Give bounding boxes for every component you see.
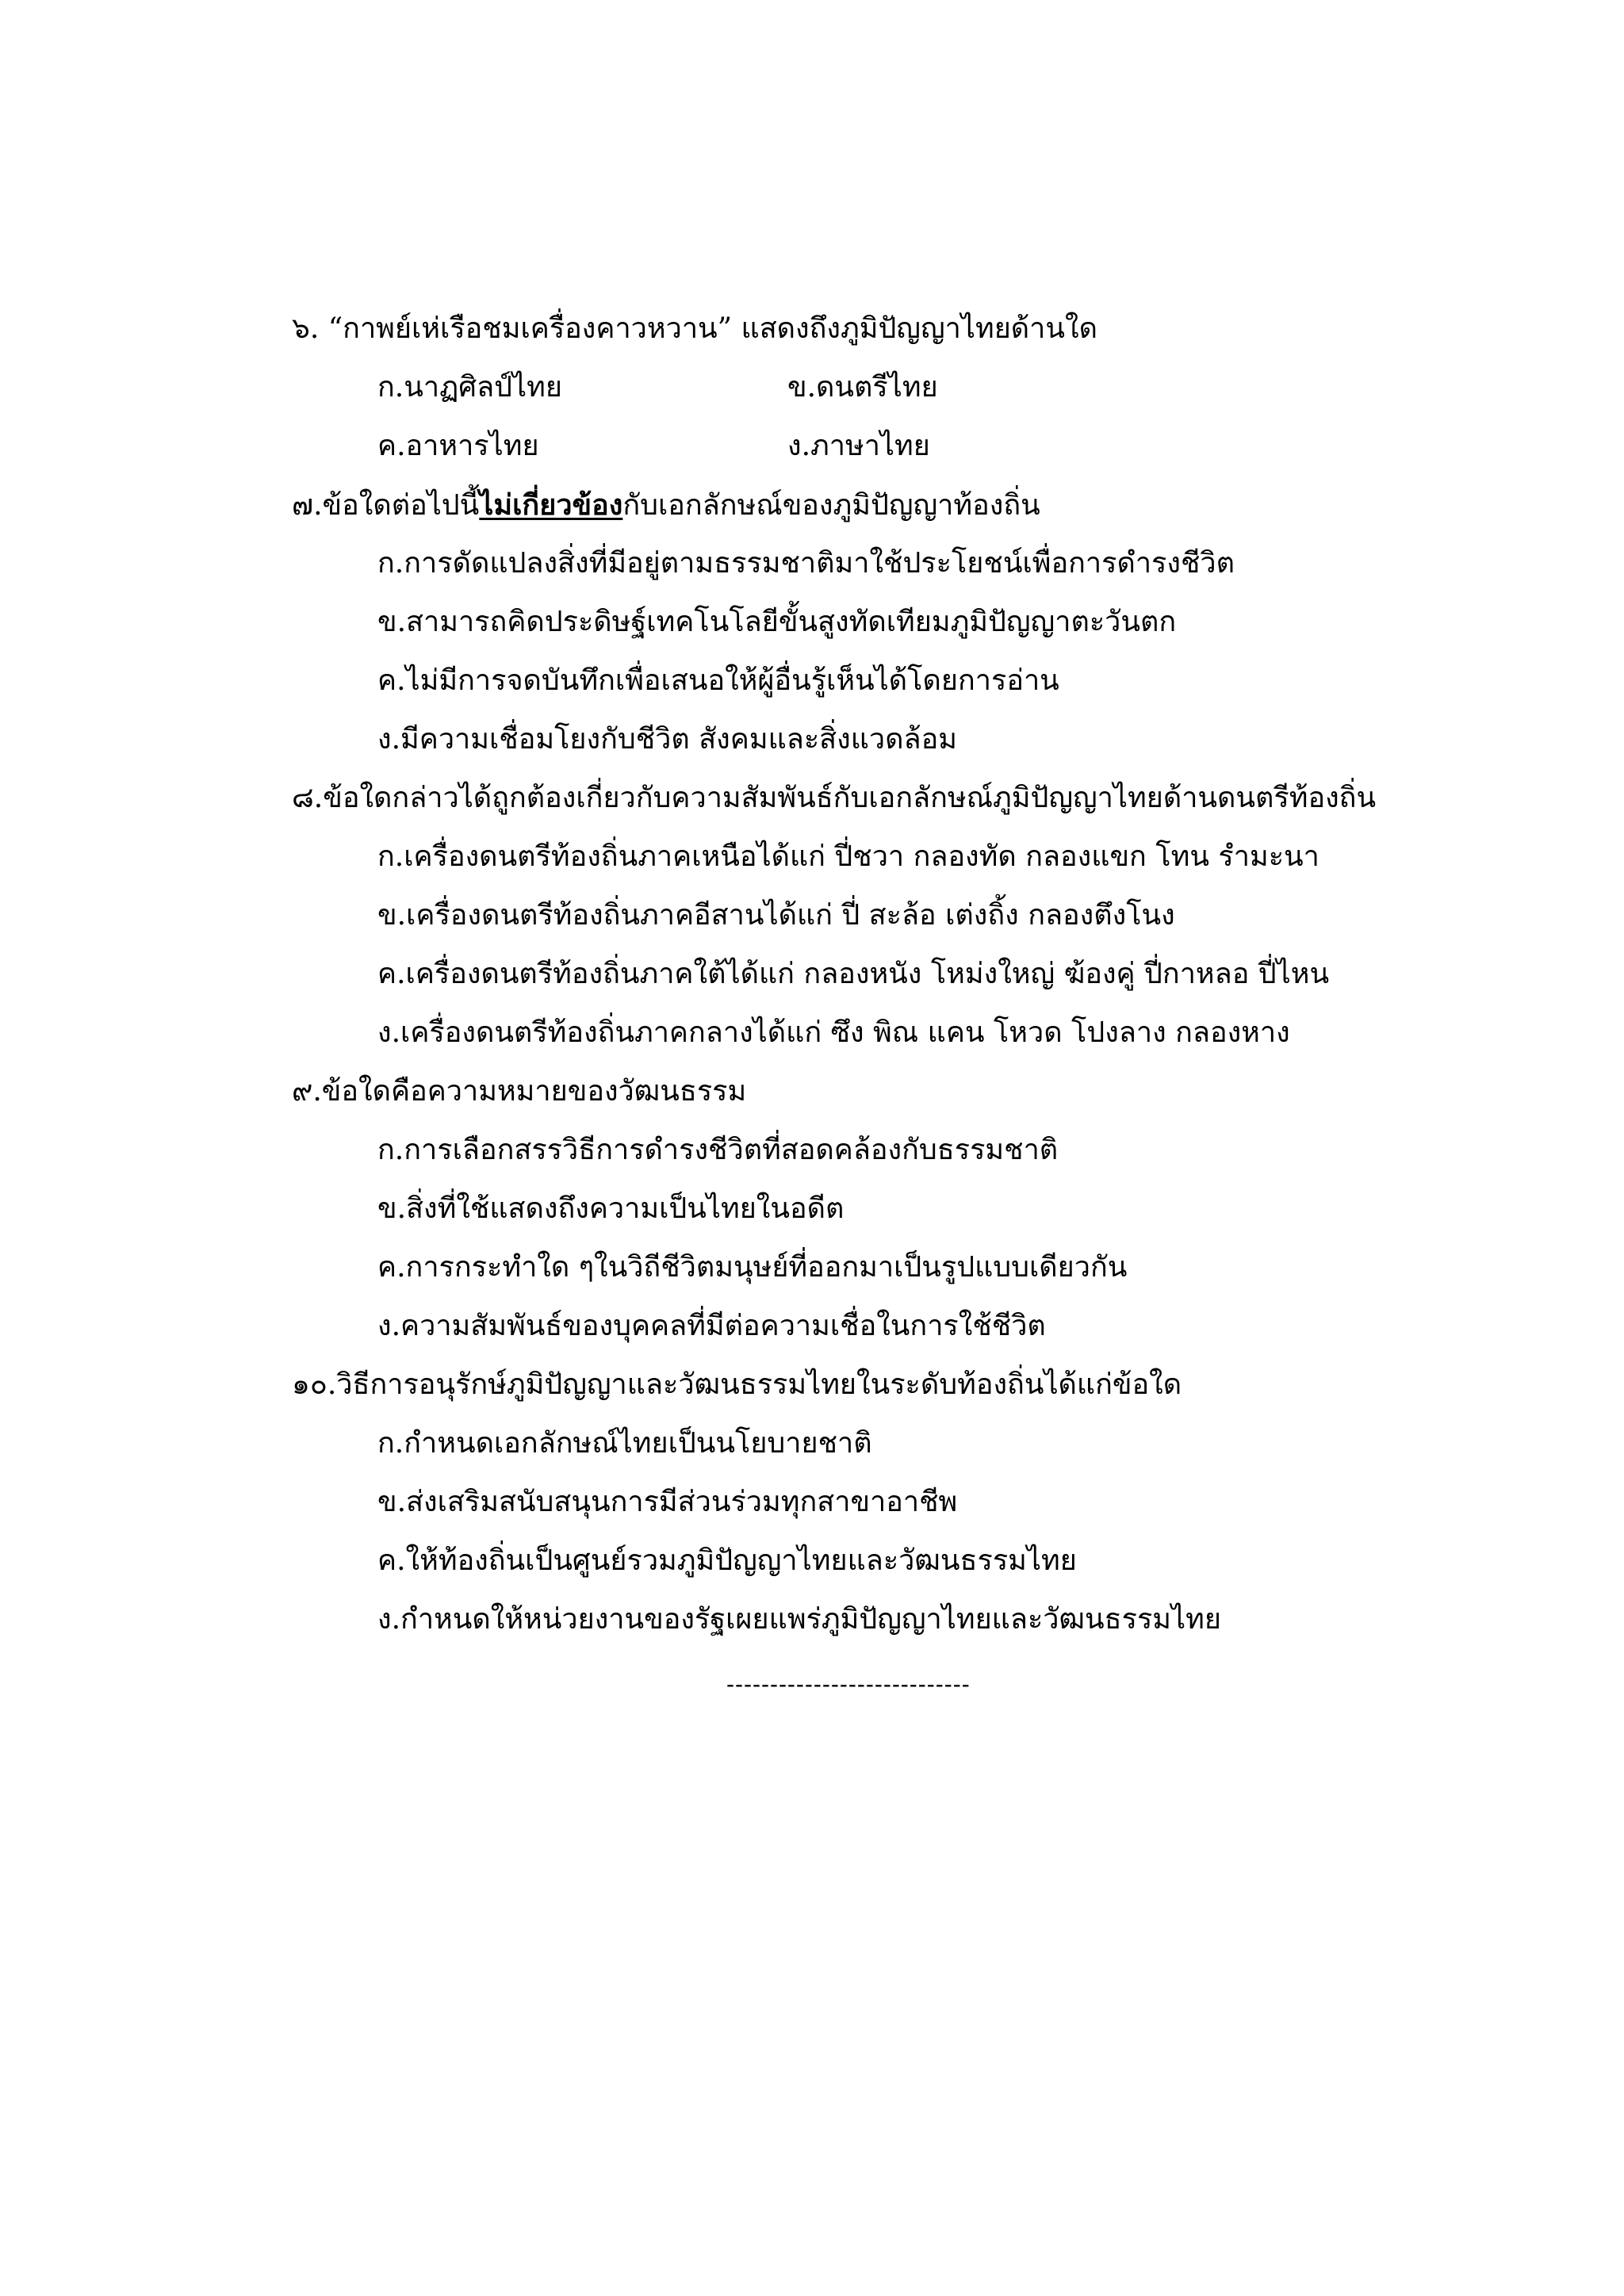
question-8-option-b: ข.เครื่องดนตรีท้องถิ่นภาคอีสานได้แก่ ปี่ สะล้อ เต่งถิ้ง กลองตึงโนง [377,899,1175,932]
question-9-stem: ๙.ข้อใดคือความหมายของวัฒนธรรม [292,1075,747,1108]
question-10-option-b: ข.ส่งเสริมสนับสนุนการมีส่วนร่วมทุกสาขาอาชีพ [377,1486,958,1518]
question-7-stem-emphasis: ไม่เกี่ยวข้อง [479,488,623,522]
question-8-option-c: ค.เครื่องดนตรีท้องถิ่นภาคใต้ได้แก่ กลองหนัง โหม่งใหญ่ ฆ้องคู่ ปี่กาหลอ ปี่ไหน [377,958,1330,990]
question-6-option-d: ง.ภาษาไทย [787,430,930,462]
question-10-option-d: ง.กำหนดให้หน่วยงานของรัฐเผยแพร่ภูมิปัญญาไทยและวัฒนธรรมไทย [377,1603,1221,1636]
question-10-option-c: ค.ให้ท้องถิ่นเป็นศูนย์รวมภูมิปัญญาไทยและวัฒนธรรมไทย [377,1544,1077,1577]
question-10-stem: ๑๐.วิธีการอนุรักษ์ภูมิปัญญาและวัฒนธรรมไทยในระดับท้องถิ่นได้แก่ข้อใด [292,1368,1182,1401]
question-8-option-a: ก.เครื่องดนตรีท้องถิ่นภาคเหนือได้แก่ ปี่ชวา กลองทัด กลองแขก โทน รำมะนา [377,840,1320,873]
question-8-stem: ๘.ข้อใดกล่าวได้ถูกต้องเกี่ยวกับความสัมพันธ์กับเอกลักษณ์ภูมิปัญญาไทยด้านดนตรีท้องถิ่น [292,782,1377,814]
question-7-option-c: ค.ไม่มีการจดบันทึกเพื่อเสนอให้ผู้อื่นรู้เห็นได้โดยการอ่าน [377,664,1059,697]
end-separator: ---------------------------- [726,1671,971,1697]
question-7-option-d: ง.มีความเชื่อมโยงกับชีวิต สังคมและสิ่งแวดล้อม [377,723,957,756]
question-6-option-b: ข.ดนตรีไทย [787,371,938,404]
question-7-stem [292,487,1040,524]
question-6-stem: ๖. “กาพย์เห่เรือชมเครื่องคาวหวาน” แสดงถึงภูมิปัญญาไทยด้านใด [292,312,1097,345]
question-9-option-a: ก.การเลือกสรรวิธีการดำรงชีวิตที่สอดคล้องกับธรรมชาติ [377,1134,1059,1166]
question-10-option-a: ก.กำหนดเอกลักษณ์ไทยเป็นนโยบายชาติ [377,1427,872,1460]
question-7-stem-suffix: กับเอกลักษณ์ของภูมิปัญญาท้องถิ่น [622,489,1040,522]
question-6-option-c: ค.อาหารไทย [377,430,539,462]
question-9-option-d: ง.ความสัมพันธ์ของบุคคลที่มีต่อความเชื่อในการใช้ชีวิต [377,1310,1046,1342]
question-9-option-b: ข.สิ่งที่ใช้แสดงถึงความเป็นไทยในอดีต [377,1192,845,1225]
question-8-option-d: ง.เครื่องดนตรีท้องถิ่นภาคกลางได้แก่ ซึง พิณ แคน โหวด โปงลาง กลองหาง [377,1016,1290,1049]
question-7-stem-prefix: ๗.ข้อใดต่อไปนี้ [292,489,480,522]
question-9-option-c: ค.การกระทำใด ๆในวิถีชีวิตมนุษย์ที่ออกมาเป็นรูปแบบเดียวกัน [377,1251,1128,1284]
question-7-option-a: ก.การดัดแปลงสิ่งที่มีอยู่ตามธรรมชาติมาใช้ประโยชน์เพื่อการดำรงชีวิต [377,547,1235,580]
question-7-option-b: ข.สามารถคิดประดิษฐ์เทคโนโลยีขั้นสูงทัดเทียมภูมิปัญญาตะวันตก [377,606,1177,638]
question-6-option-a: ก.นาฏศิลป์ไทย [377,371,562,404]
